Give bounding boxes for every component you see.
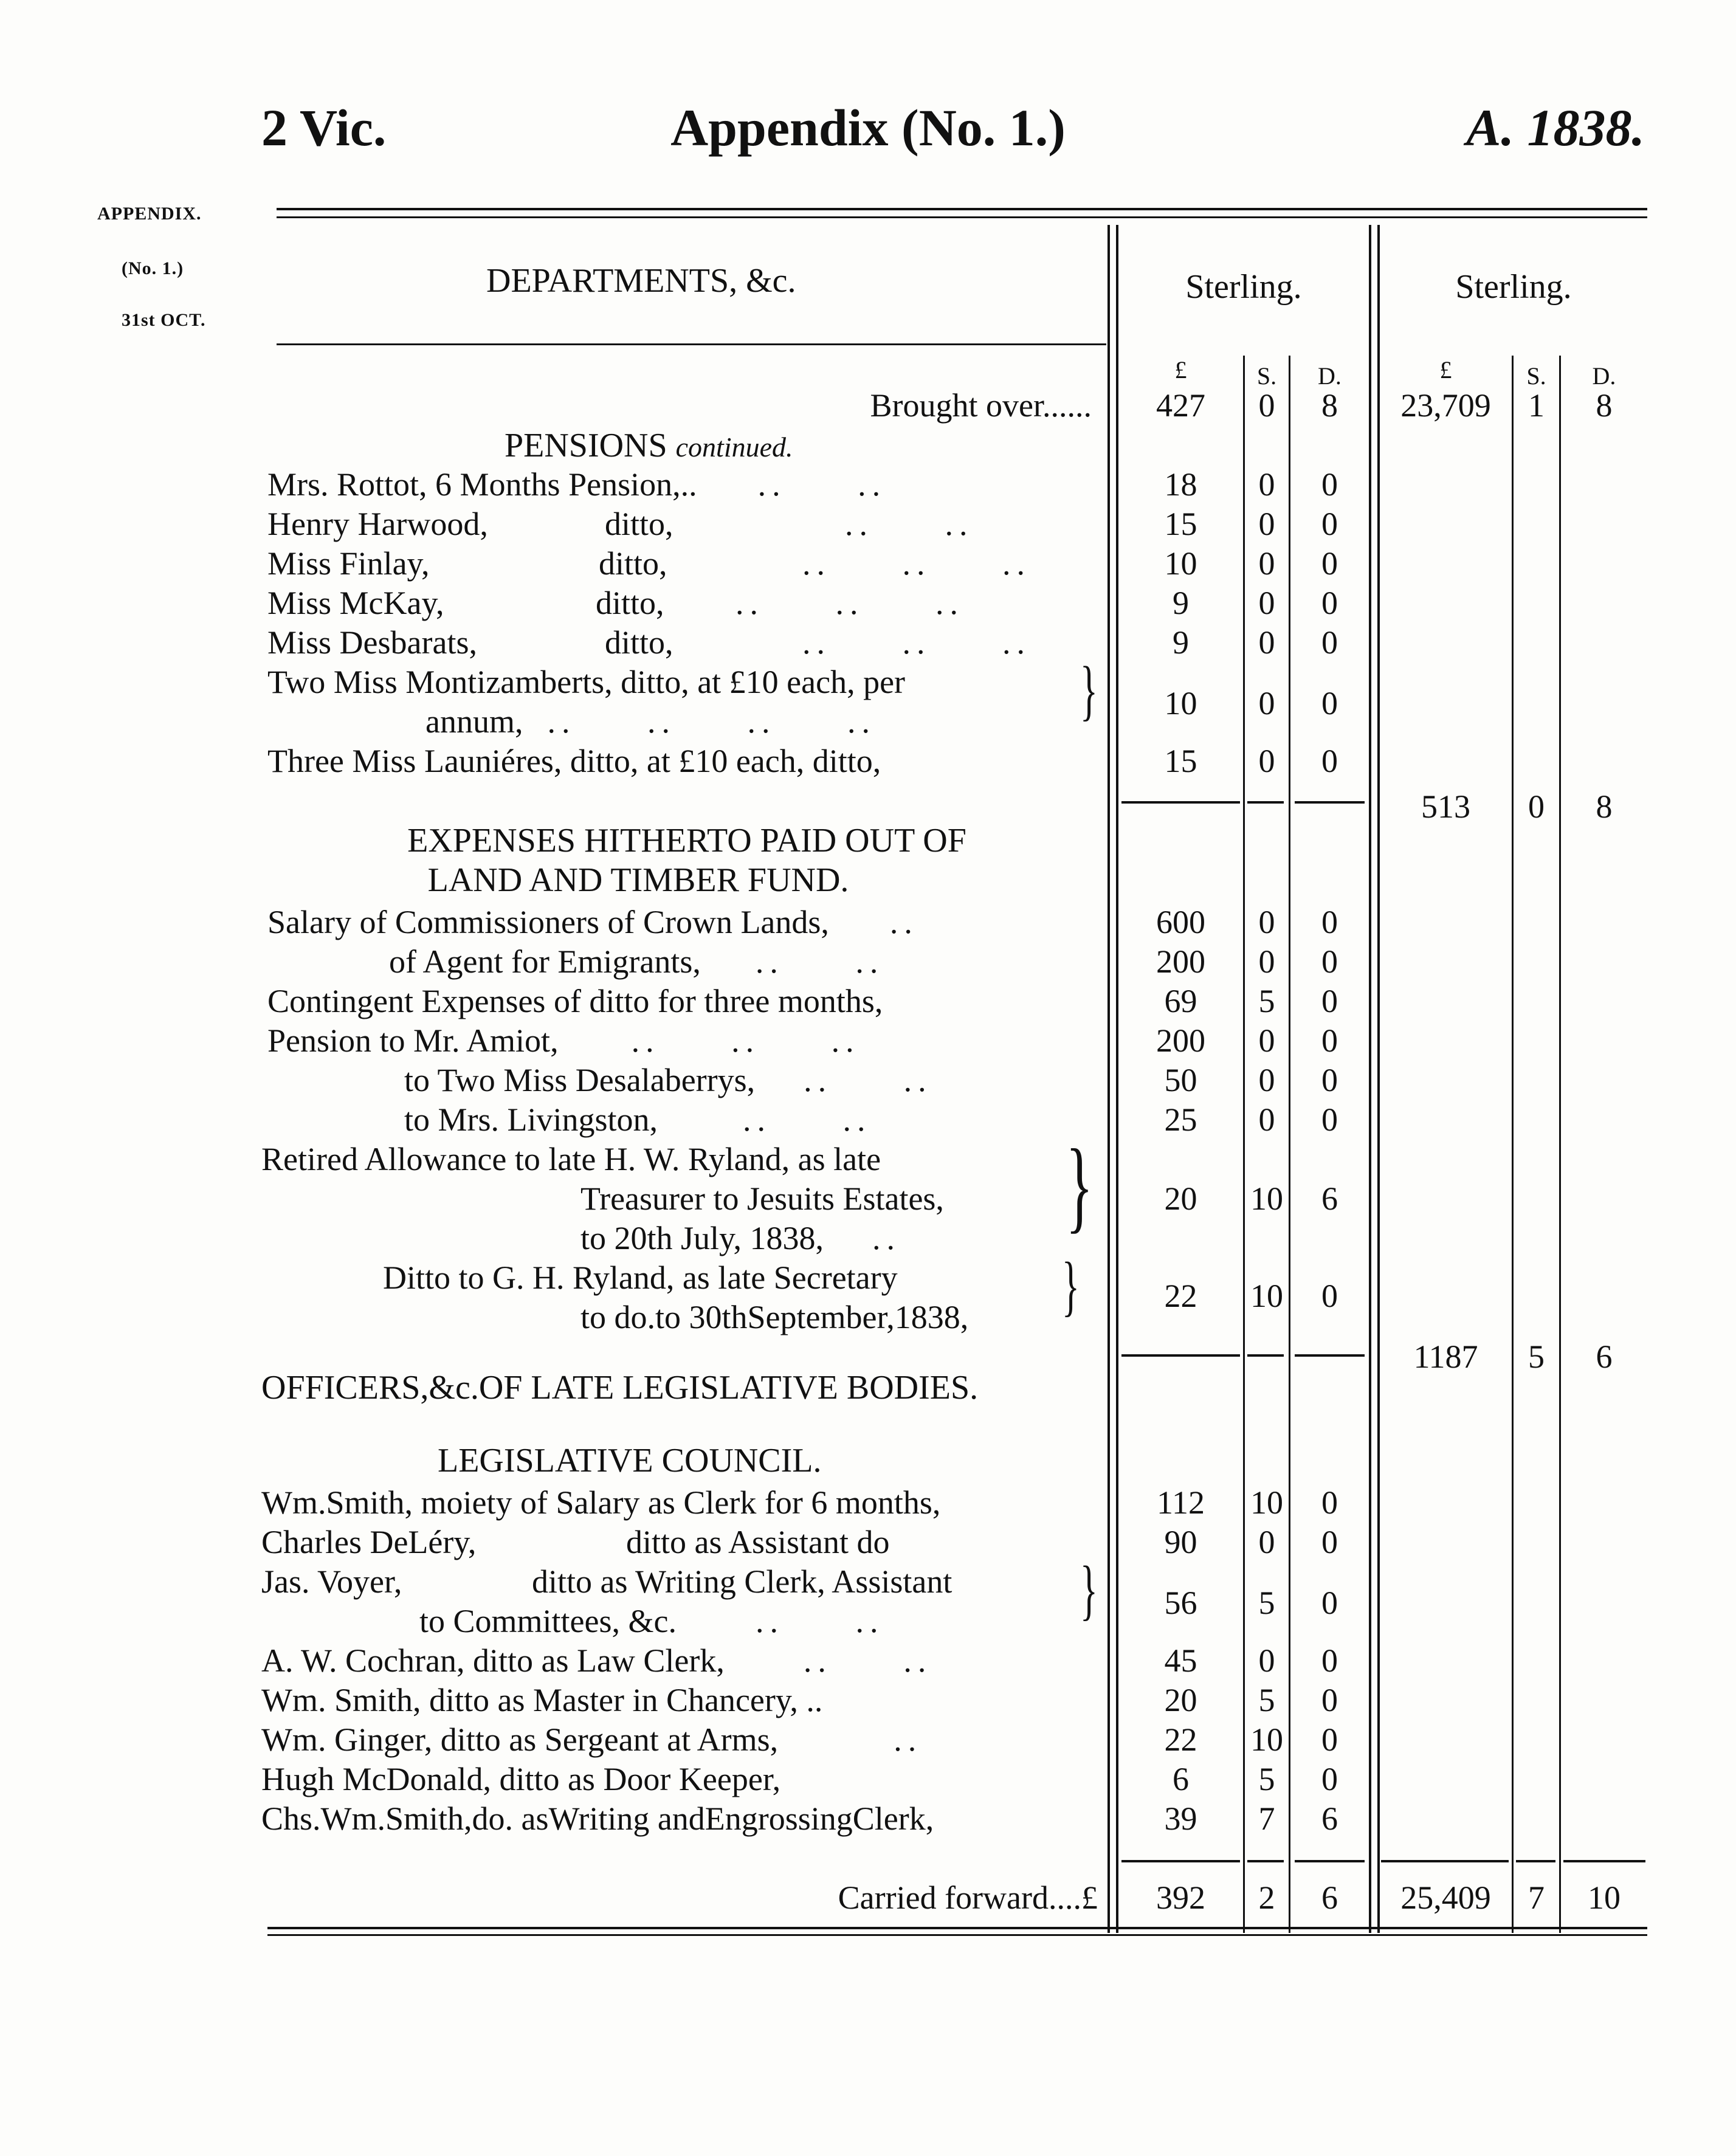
expense-entry: Retired Allowance to late H. W. Ryland, as late xyxy=(261,1141,881,1177)
amount-pence: 0 xyxy=(1321,1062,1338,1098)
total-rule xyxy=(1563,1860,1645,1862)
amount-shillings: 10 xyxy=(1250,1484,1283,1521)
amount-shillings: 10 xyxy=(1250,1278,1283,1314)
amount-pounds: 50 xyxy=(1164,1062,1197,1098)
total-pounds: 23,709 xyxy=(1400,387,1491,424)
subtotal-rule xyxy=(1121,801,1240,804)
subtotal-shillings: 0 xyxy=(1528,788,1545,825)
amount-shillings: 2 xyxy=(1258,1879,1275,1916)
column-sterling-2: Sterling. xyxy=(1455,268,1572,306)
amount-pounds: 10 xyxy=(1164,545,1197,582)
council-entry: Chs.Wm.Smith,do. asWriting andEngrossingClerk, xyxy=(261,1800,934,1837)
subtotal-pounds: 513 xyxy=(1421,788,1470,825)
margin-number: (No. 1.) xyxy=(122,258,184,278)
amount-shillings: 5 xyxy=(1258,1682,1275,1718)
council-entry: Hugh McDonald, ditto as Door Keeper, xyxy=(261,1761,781,1797)
margin-date: 31st OCT. xyxy=(122,310,206,330)
council-entry-cont: to Committees, &c. .. .. xyxy=(419,1603,884,1639)
amount-pounds: 392 xyxy=(1156,1879,1205,1916)
expense-entry: of Agent for Emigrants, .. .. xyxy=(389,943,884,980)
amount-pence: 0 xyxy=(1321,545,1338,582)
amount-shillings: 7 xyxy=(1258,1800,1275,1837)
amount-pence: 0 xyxy=(1321,1761,1338,1797)
pension-entry: Mrs. Rottot, 6 Months Pension,.. .. .. xyxy=(267,466,887,503)
unit-pound: £ xyxy=(1439,356,1452,384)
header-rule xyxy=(277,343,1106,345)
section-heading-council: LEGISLATIVE COUNCIL. xyxy=(438,1442,822,1479)
amount-pounds: 10 xyxy=(1164,685,1197,722)
amount-pounds: 22 xyxy=(1164,1721,1197,1758)
col-divider xyxy=(1512,356,1514,1933)
amount-shillings: 0 xyxy=(1258,1642,1275,1679)
amount-pence: 0 xyxy=(1321,1585,1338,1621)
expense-entry: Ditto to G. H. Ryland, as late Secretary xyxy=(383,1259,898,1296)
expense-entry-cont: Treasurer to Jesuits Estates, xyxy=(580,1180,944,1217)
amount-pence: 6 xyxy=(1321,1879,1338,1916)
column-sterling-1: Sterling. xyxy=(1185,268,1302,306)
amount-shillings: 0 xyxy=(1258,685,1275,722)
amount-shillings: 0 xyxy=(1258,1524,1275,1560)
subtotal-shillings: 5 xyxy=(1528,1338,1545,1375)
column-departments: DEPARTMENTS, &c. xyxy=(486,262,796,300)
amount-pence: 6 xyxy=(1321,1800,1338,1837)
amount-pounds: 56 xyxy=(1164,1585,1197,1621)
unit-pence: D. xyxy=(1592,362,1616,390)
amount-shillings: 0 xyxy=(1258,1062,1275,1098)
total-shillings: 1 xyxy=(1528,387,1545,424)
amount-shillings: 0 xyxy=(1258,624,1275,661)
council-entry: Jas. Voyer, ditto as Writing Clerk, Assistant xyxy=(261,1563,952,1600)
expense-entry: Contingent Expenses of ditto for three months, xyxy=(267,983,883,1019)
total-pence: 8 xyxy=(1596,387,1613,424)
unit-pence: D. xyxy=(1318,362,1342,390)
amount-pounds: 600 xyxy=(1156,904,1205,940)
carried-forward-label: Carried forward....£ xyxy=(838,1879,1098,1916)
amount-pence: 0 xyxy=(1321,1524,1338,1560)
amount-shillings: 0 xyxy=(1258,743,1275,779)
amount-shillings: 5 xyxy=(1258,1585,1275,1621)
amount-shillings: 0 xyxy=(1258,1022,1275,1059)
total-pounds: 25,409 xyxy=(1400,1879,1491,1916)
council-entry: Wm. Smith, ditto as Master in Chancery, .. xyxy=(261,1682,823,1718)
amount-shillings: 10 xyxy=(1250,1180,1283,1217)
section-heading-officers: OFFICERS,&c.OF LATE LEGISLATIVE BODIES. xyxy=(261,1369,979,1407)
amount-shillings: 0 xyxy=(1258,943,1275,980)
amount-pounds: 18 xyxy=(1164,466,1197,503)
amount-shillings: 0 xyxy=(1258,1101,1275,1138)
amount-pounds: 39 xyxy=(1164,1800,1197,1837)
pension-entry: Miss Finlay, ditto, .. .. .. xyxy=(267,545,1031,582)
amount-pounds: 22 xyxy=(1164,1278,1197,1314)
amount-pence: 0 xyxy=(1321,1721,1338,1758)
bottom-rule-1 xyxy=(267,1927,1647,1929)
pension-entry: Two Miss Montizamberts, ditto, at £10 each, per xyxy=(267,664,906,700)
unit-shilling: S. xyxy=(1256,362,1277,390)
brace: } xyxy=(1061,1248,1080,1323)
top-rule-2 xyxy=(277,216,1647,218)
amount-pence: 0 xyxy=(1321,1101,1338,1138)
expense-entry-cont: to 20th July, 1838, .. xyxy=(580,1220,901,1256)
page-title: Appendix (No. 1.) xyxy=(670,98,1066,157)
total-rule xyxy=(1381,1860,1509,1862)
amount-pounds: 45 xyxy=(1164,1642,1197,1679)
pension-entry-cont: annum, .. .. .. .. xyxy=(425,703,876,740)
regnal-year: 2 Vic. xyxy=(261,98,387,157)
amount-shillings: 0 xyxy=(1258,585,1275,621)
amount-pence: 0 xyxy=(1321,1682,1338,1718)
total-rule xyxy=(1121,1860,1240,1862)
section-heading-pensions: PENSIONS continued. xyxy=(505,427,793,464)
subtotal-rule xyxy=(1247,801,1284,804)
amount-shillings: 0 xyxy=(1258,466,1275,503)
amount-pounds: 90 xyxy=(1164,1524,1197,1560)
amount-pounds: 9 xyxy=(1173,585,1189,621)
total-shillings: 7 xyxy=(1528,1879,1545,1916)
pension-entry: Miss Desbarats, ditto, .. .. .. xyxy=(267,624,1031,661)
total-rule xyxy=(1516,1860,1555,1862)
council-entry: Charles DeLéry, ditto as Assistant do xyxy=(261,1524,890,1560)
margin-appendix: APPENDIX. xyxy=(97,204,202,224)
amount-shillings: 5 xyxy=(1258,1761,1275,1797)
amount-pence: 0 xyxy=(1321,585,1338,621)
amount-pounds: 9 xyxy=(1173,624,1189,661)
brace: } xyxy=(1066,1128,1094,1242)
amount-pence: 0 xyxy=(1321,685,1338,722)
amount-pence: 0 xyxy=(1321,943,1338,980)
amount-pence: 8 xyxy=(1321,387,1338,424)
year-label: A. 1838. xyxy=(1466,98,1645,157)
amount-pounds: 15 xyxy=(1164,506,1197,542)
subtotal-pence: 6 xyxy=(1596,1338,1613,1375)
amount-pounds: 69 xyxy=(1164,983,1197,1019)
subtotal-rule xyxy=(1121,1354,1240,1357)
amount-pence: 0 xyxy=(1321,1484,1338,1521)
amount-shillings: 0 xyxy=(1258,904,1275,940)
col-divider xyxy=(1369,225,1371,1933)
expense-entry: to Two Miss Desalaberrys, .. .. xyxy=(404,1062,932,1098)
amount-pounds: 6 xyxy=(1173,1761,1189,1797)
council-entry: A. W. Cochran, ditto as Law Clerk, .. .. xyxy=(261,1642,932,1679)
pension-entry: Henry Harwood, ditto, .. .. xyxy=(267,506,974,542)
col-divider xyxy=(1377,225,1380,1933)
council-entry: Wm. Ginger, ditto as Sergeant at Arms, .. xyxy=(261,1721,923,1758)
section-heading-expenses: EXPENSES HITHERTO PAID OUT OF xyxy=(407,822,966,859)
unit-shilling: S. xyxy=(1526,362,1546,390)
subtotal-pounds: 1187 xyxy=(1413,1338,1478,1375)
expense-entry-cont: to do.to 30thSeptember,1838, xyxy=(580,1299,969,1335)
expense-entry: Salary of Commissioners of Crown Lands, .. xyxy=(267,904,918,940)
amount-pounds: 112 xyxy=(1157,1484,1205,1521)
amount-pounds: 200 xyxy=(1156,943,1205,980)
amount-pounds: 25 xyxy=(1164,1101,1197,1138)
amount-pounds: 15 xyxy=(1164,743,1197,779)
total-rule xyxy=(1247,1860,1284,1862)
col-divider xyxy=(1559,356,1561,1933)
subtotal-pence: 8 xyxy=(1596,788,1613,825)
subtotal-rule xyxy=(1295,1354,1365,1357)
amount-pounds: 200 xyxy=(1156,1022,1205,1059)
amount-pence: 0 xyxy=(1321,743,1338,779)
amount-pence: 0 xyxy=(1321,1022,1338,1059)
total-rule xyxy=(1295,1860,1365,1862)
amount-pounds: 20 xyxy=(1164,1180,1197,1217)
pension-entry: Miss McKay, ditto, .. .. .. xyxy=(267,585,964,621)
amount-pence: 0 xyxy=(1321,904,1338,940)
amount-pence: 0 xyxy=(1321,983,1338,1019)
amount-pence: 0 xyxy=(1321,1278,1338,1314)
subtotal-rule xyxy=(1247,1354,1284,1357)
council-entry: Wm.Smith, moiety of Salary as Clerk for 6 months, xyxy=(261,1484,941,1521)
col-divider xyxy=(1107,225,1110,1933)
total-pence: 10 xyxy=(1588,1879,1621,1916)
brace: } xyxy=(1080,1552,1098,1627)
amount-pounds: 20 xyxy=(1164,1682,1197,1718)
amount-pounds: 427 xyxy=(1156,387,1205,424)
amount-pence: 0 xyxy=(1321,466,1338,503)
top-rule-1 xyxy=(277,208,1647,210)
amount-pence: 6 xyxy=(1321,1180,1338,1217)
subtotal-rule xyxy=(1295,801,1365,804)
brace: } xyxy=(1080,653,1098,727)
amount-pence: 0 xyxy=(1321,1642,1338,1679)
expense-entry: to Mrs. Livingston, .. .. xyxy=(404,1101,872,1138)
section-heading-expenses-2: LAND AND TIMBER FUND. xyxy=(427,861,849,899)
expense-entry: Pension to Mr. Amiot, .. .. .. xyxy=(267,1022,860,1059)
amount-pence: 0 xyxy=(1321,506,1338,542)
amount-shillings: 5 xyxy=(1258,983,1275,1019)
bottom-rule-2 xyxy=(267,1934,1647,1936)
amount-shillings: 0 xyxy=(1258,506,1275,542)
amount-shillings: 0 xyxy=(1258,545,1275,582)
pension-entry: Three Miss Launiéres, ditto, at £10 each, ditto, xyxy=(267,743,881,779)
amount-pence: 0 xyxy=(1321,624,1338,661)
unit-pound: £ xyxy=(1174,356,1187,384)
amount-shillings: 0 xyxy=(1258,387,1275,424)
amount-shillings: 10 xyxy=(1250,1721,1283,1758)
brought-over-label: Brought over...... xyxy=(870,387,1092,424)
